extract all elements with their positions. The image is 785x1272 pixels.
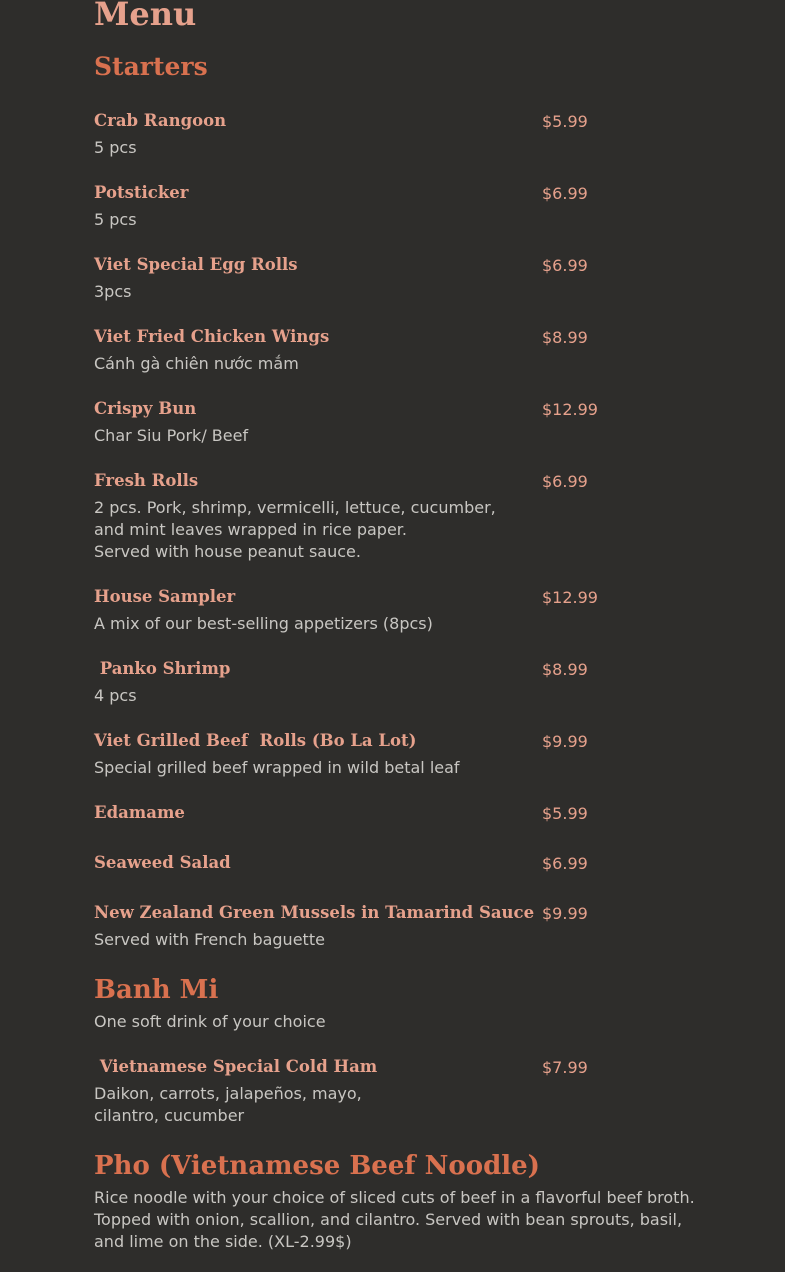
item-description: 5 pcs bbox=[94, 138, 137, 157]
description-line: and lime on the side. (XL-2.99$) bbox=[94, 1232, 352, 1251]
item-name: Viet Grilled Beef Rolls (Bo La Lot) bbox=[94, 731, 417, 750]
description-line: Daikon, carrots, jalapeños, mayo, bbox=[94, 1084, 362, 1103]
item-price: $8.99 bbox=[542, 328, 588, 347]
item-name: Panko Shrimp bbox=[94, 659, 231, 678]
item-name: Fresh Rolls bbox=[94, 471, 199, 490]
section-description: One soft drink of your choice bbox=[94, 1012, 326, 1031]
item-price: $7.99 bbox=[542, 1058, 588, 1077]
item-price: $5.99 bbox=[542, 804, 588, 823]
description-line: and mint leaves wrapped in rice paper. bbox=[94, 520, 407, 539]
description-line: 2 pcs. Pork, shrimp, vermicelli, lettuce, cucumber, bbox=[94, 498, 496, 517]
item-price: $6.99 bbox=[542, 472, 588, 491]
item-price: $12.99 bbox=[542, 400, 598, 419]
item-price: $5.99 bbox=[542, 112, 588, 131]
section-title-starters: Starters bbox=[94, 52, 208, 81]
item-name: Edamame bbox=[94, 803, 185, 822]
item-name: Crab Rangoon bbox=[94, 111, 227, 130]
description-line: Served with house peanut sauce. bbox=[94, 542, 361, 561]
item-price: $9.99 bbox=[542, 904, 588, 923]
section-description bbox=[94, 1187, 695, 1253]
item-name: House Sampler bbox=[94, 587, 236, 606]
item-name: Crispy Bun bbox=[94, 399, 197, 418]
item-description: Served with French baguette bbox=[94, 930, 325, 949]
item-description: 3pcs bbox=[94, 282, 132, 301]
item-price: $6.99 bbox=[542, 256, 588, 275]
item-name: Potsticker bbox=[94, 183, 189, 202]
item-name: New Zealand Green Mussels in Tamarind Sauce bbox=[94, 903, 535, 922]
item-name: Seaweed Salad bbox=[94, 853, 231, 872]
item-price: $9.99 bbox=[542, 732, 588, 751]
section-title-banh-mi: Banh Mi bbox=[94, 975, 219, 1005]
item-price: $12.99 bbox=[542, 588, 598, 607]
item-description: Special grilled beef wrapped in wild betal leaf bbox=[94, 758, 460, 777]
item-description: A mix of our best-selling appetizers (8pcs) bbox=[94, 614, 433, 633]
item-price: $6.99 bbox=[542, 854, 588, 873]
item-description: 5 pcs bbox=[94, 210, 137, 229]
item-description bbox=[94, 497, 496, 563]
item-name: Viet Fried Chicken Wings bbox=[94, 327, 330, 346]
description-line: cilantro, cucumber bbox=[94, 1106, 245, 1125]
description-line: Topped with onion, scallion, and cilantro. Served with bean sprouts, basil, bbox=[94, 1210, 683, 1229]
item-name: Vietnamese Special Cold Ham bbox=[94, 1057, 378, 1076]
item-price: $6.99 bbox=[542, 184, 588, 203]
description-line: Rice noodle with your choice of sliced cuts of beef in a flavorful beef broth. bbox=[94, 1188, 695, 1207]
page-title: Menu bbox=[94, 0, 197, 33]
item-description: Cánh gà chiên nước mắm bbox=[94, 354, 299, 373]
item-description bbox=[94, 1083, 362, 1127]
item-name: Viet Special Egg Rolls bbox=[94, 255, 298, 274]
section-title-pho: Pho (Vietnamese Beef Noodle) bbox=[94, 1151, 540, 1181]
item-price: $8.99 bbox=[542, 660, 588, 679]
item-description: Char Siu Pork/ Beef bbox=[94, 426, 249, 445]
item-description: 4 pcs bbox=[94, 686, 137, 705]
